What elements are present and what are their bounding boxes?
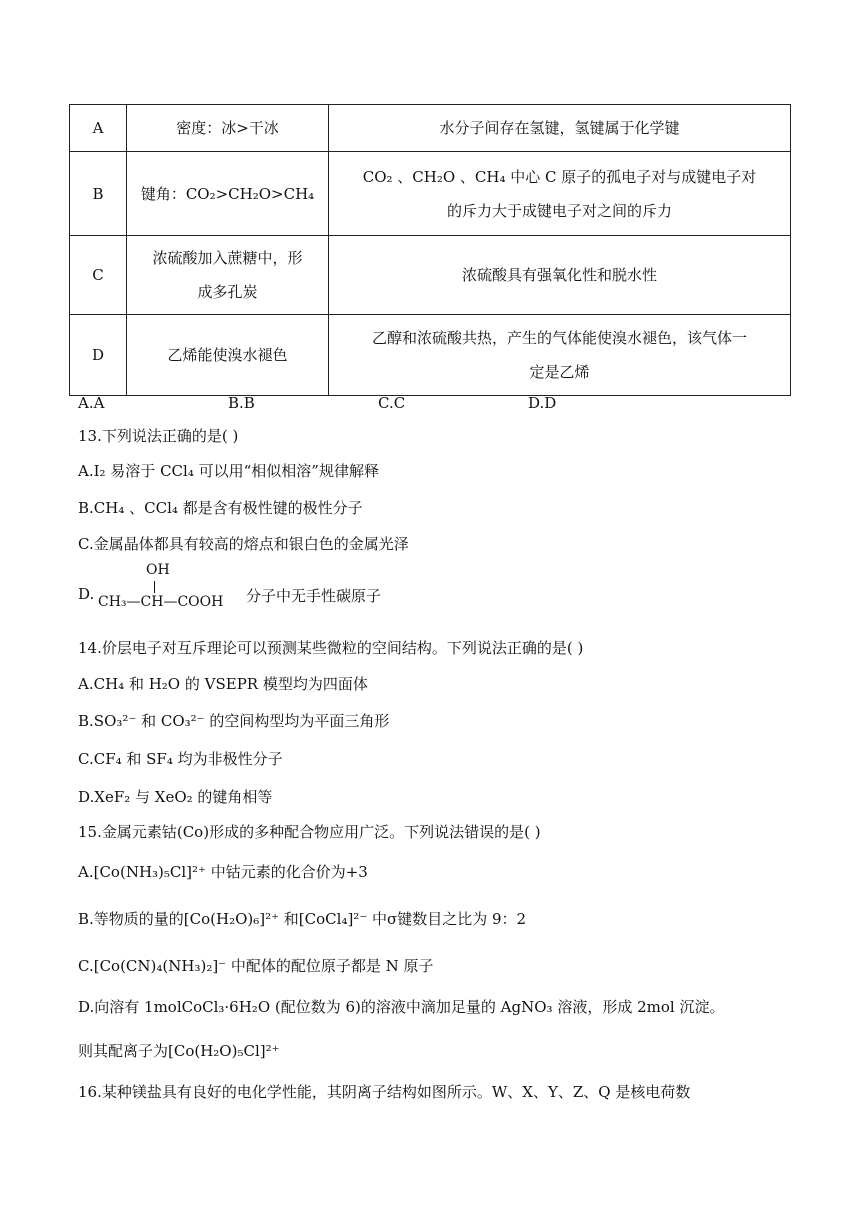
table-row: [70, 236, 791, 315]
row-statement: 键角：CO₂>CH₂O>CH₄: [127, 152, 329, 236]
row-statement: 乙烯能使溴水褪色: [127, 315, 329, 396]
row-label: D: [70, 315, 127, 396]
lactic-acid-structure: [98, 562, 248, 612]
table-row: [70, 105, 791, 152]
row-label: A: [70, 105, 127, 152]
hydroxyl-group: OH: [146, 562, 170, 578]
row-statement: 密度：冰>干冰: [127, 105, 329, 152]
row-statement-line: 成多孔炭: [197, 283, 258, 301]
q13-option-d-text: 分子中无手性碳原子: [246, 587, 382, 605]
q15-stem: 15.金属元素钴(Co)形成的多种配合物应用广泛。下列说法错误的是( ): [78, 823, 541, 841]
q14-option-b: B.SO₃²⁻ 和 CO₃²⁻ 的空间构型均为平面三角形: [78, 712, 390, 730]
row-statement: [127, 236, 329, 315]
carbon-chain: CH₃—CH—COOH: [98, 594, 224, 610]
q14-option-c: C.CF₄ 和 SF₄ 均为非极性分子: [78, 750, 283, 768]
row-label: B: [70, 152, 127, 236]
options-table: [69, 104, 791, 396]
q13-option-d-prefix: D.: [78, 585, 95, 603]
row-label: C: [70, 236, 127, 315]
row-explanation-line: 定是乙烯: [529, 363, 590, 381]
row-explanation-line: 的斥力大于成键电子对之间的斥力: [446, 201, 672, 220]
choice-d: D.D: [528, 394, 557, 412]
q15-option-b: B.等物质的量的[Co(H₂O)₆]²⁺ 和[CoCl₄]²⁻ 中σ键数目之比为 9：2: [78, 910, 527, 928]
choice-a: A.A: [78, 394, 105, 412]
q13-option-c: C.金属晶体都具有较高的熔点和银白色的金属光泽: [78, 535, 409, 553]
q14-stem: 14.价层电子对互斥理论可以预测某些微粒的空间结构。下列说法正确的是( ): [78, 639, 584, 657]
q13-option-a: A.I₂ 易溶于 CCl₄ 可以用“相似相溶”规律解释: [78, 462, 379, 480]
table-row: [70, 152, 791, 236]
row-explanation: [329, 152, 791, 236]
q15-option-d-line2: 则其配离子为[Co(H₂O)₅Cl]²⁺: [78, 1042, 280, 1060]
q12-choices: [78, 394, 778, 416]
q15-option-c: C.[Co(CN)₄(NH₃)₂]⁻ 中配体的配位原子都是 N 原子: [78, 957, 434, 975]
q13-option-b: B.CH₄ 、CCl₄ 都是含有极性键的极性分子: [78, 499, 363, 517]
table-row: [70, 315, 791, 396]
q16-stem: 16.某种镁盐具有良好的电化学性能，其阴离子结构如图所示。W、X、Y、Z、Q 是核电荷数: [78, 1083, 691, 1101]
q13-stem: 13.下列说法正确的是( ): [78, 427, 239, 445]
row-explanation: 浓硫酸具有强氧化性和脱水性: [329, 236, 791, 315]
q15-option-a: A.[Co(NH₃)₅Cl]²⁺ 中钴元素的化合价为+3: [78, 863, 368, 881]
choice-c: C.C: [378, 394, 406, 412]
q15-option-d-line1: D.向溶有 1molCoCl₃·6H₂O (配位数为 6)的溶液中滴加足量的 AgNO₃ 溶液，形成 2mol 沉淀。: [78, 998, 725, 1016]
choice-b: B.B: [228, 394, 255, 412]
bond-line: [154, 581, 155, 593]
row-explanation: [329, 315, 791, 396]
row-explanation-line: CO₂ 、CH₂O 、CH₄ 中心 C 原子的孤电子对与成键电子对: [362, 167, 757, 186]
q14-option-a: A.CH₄ 和 H₂O 的 VSEPR 模型均为四面体: [78, 675, 368, 693]
q14-option-d: D.XeF₂ 与 XeO₂ 的键角相等: [78, 788, 273, 806]
row-explanation-line: 乙醇和浓硫酸共热，产生的气体能使溴水褪色，该气体一: [371, 329, 747, 347]
row-statement-line: 浓硫酸加入蔗糖中，形: [152, 249, 303, 267]
row-explanation: 水分子间存在氢键，氢键属于化学键: [329, 105, 791, 152]
